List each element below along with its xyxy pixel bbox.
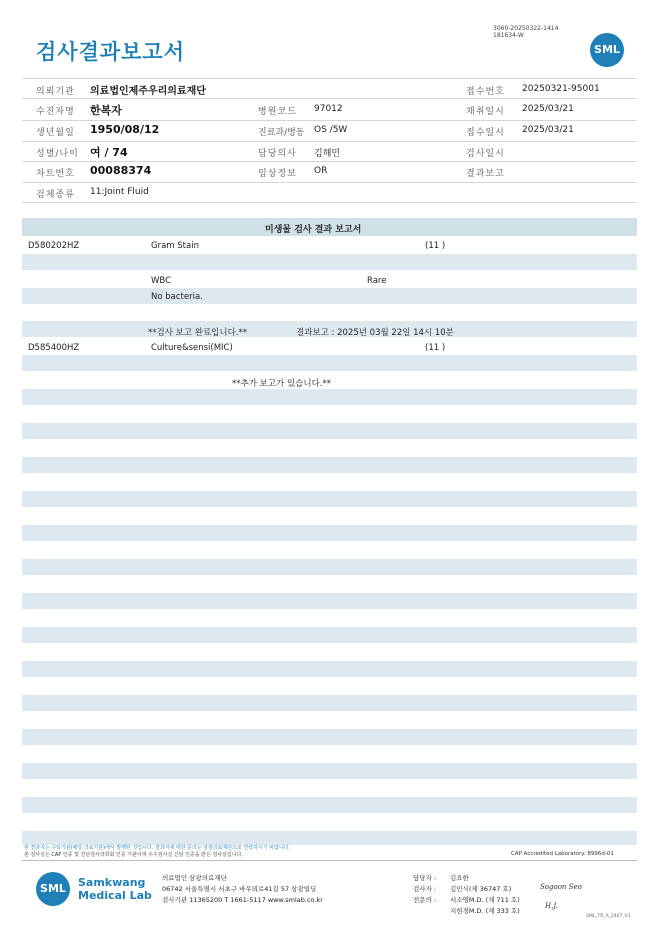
result-band	[22, 491, 637, 507]
result-band	[22, 729, 637, 745]
test-code: D585400HZ	[28, 343, 80, 353]
document-id-line1: 3060-20250322-1414	[493, 25, 559, 32]
report-label: 결과보고	[466, 169, 505, 179]
complete-message: **검사 보고 완료입니다.**	[148, 328, 248, 338]
specimen-label: 검체종류	[36, 190, 75, 200]
collection-label: 채취일시	[466, 107, 505, 117]
result-band	[22, 389, 637, 405]
test-name: Culture&sensi(MIC)	[151, 343, 233, 353]
chart-no-label: 차트번호	[36, 169, 75, 179]
page-title: 검사결과보고서	[36, 40, 186, 64]
patient-value: 한복자	[90, 104, 122, 117]
institution-value: 의료법인제주우리의료재단	[90, 86, 206, 97]
result-band	[22, 525, 637, 541]
collection-value: 2025/03/21	[522, 104, 574, 114]
document-id-line2: 181634-W	[493, 32, 524, 39]
result-band	[22, 254, 637, 270]
result-band	[22, 831, 637, 845]
test-code: D580202HZ	[28, 241, 80, 251]
no-bacteria-text: No bacteria.	[151, 292, 203, 302]
sex-age-label: 성별/나이	[36, 149, 79, 159]
test-count: (11 )	[425, 241, 446, 251]
sml-footer-logo: SML	[36, 872, 70, 906]
result-band	[22, 457, 637, 473]
footnote-1: 본 결과지는 수탁기관(해당 의료기관)에서 발행된 것입니다. 결과지에 대한 문의는 삼광의료재단으로 연락하시기 바랍니다.	[24, 845, 291, 851]
result-section-title: 미생물 검사 결과 보고서	[265, 225, 362, 235]
additional-message: **추가 보고가 있습니다.**	[232, 379, 332, 389]
result-band	[22, 355, 637, 371]
result-band	[22, 627, 637, 643]
dob-label: 생년월일	[36, 128, 75, 138]
document-id	[493, 25, 558, 39]
clinical-value: OR	[314, 166, 328, 176]
divider	[22, 161, 637, 162]
cap-accreditation: CAP Accredited Laboratory. 8996d-01	[511, 851, 614, 857]
receipt-no-value: 20250321-95001	[522, 84, 600, 94]
result-band	[22, 559, 637, 575]
doctor-value: 김해민	[314, 149, 341, 159]
dept-value: OS /5W	[314, 125, 348, 135]
org-contact: 검사기관 11365200 T 1661-5117 www.smlab.co.kr	[162, 896, 323, 904]
divider	[22, 860, 637, 861]
divider	[22, 120, 637, 121]
chart-no-value: 00088374	[90, 164, 152, 177]
institution-label: 의뢰기관	[36, 87, 75, 97]
brand-name	[78, 876, 152, 902]
divider	[22, 202, 637, 203]
specimen-value: 11:Joint Fluid	[90, 187, 149, 197]
receipt-date-value: 2025/03/21	[522, 125, 574, 135]
result-band	[22, 695, 637, 711]
signature-2: H.J.	[545, 902, 558, 910]
result-band	[22, 423, 637, 439]
receipt-date-label: 접수일시	[466, 128, 505, 138]
result-band	[22, 288, 637, 304]
result-band	[22, 661, 637, 677]
patient-label: 수진자명	[36, 107, 75, 117]
test-count: (11 )	[425, 343, 446, 353]
report-time: 결과보고 : 2025년 03월 22일 14시 10분	[296, 328, 454, 338]
hospital-code-label: 병원코드	[258, 107, 297, 117]
wbc-value: Rare	[367, 276, 387, 286]
doctor-label: 담당의사	[258, 149, 297, 159]
specialist-1: 서소영M.D. (제 711 호)	[450, 896, 520, 904]
brand-name-line2: Medical Lab	[78, 889, 152, 902]
test-date-label: 검사일시	[466, 149, 505, 159]
sml-logo: SML	[590, 33, 624, 67]
org-name: 의료법인 삼광의료재단	[162, 874, 227, 882]
footnote-2: 본 검사실은 CAP 인증 및 진단검사의학회 인증 기관이며 우수검사실 신임 인증을 받은 검사실입니다.	[24, 852, 243, 858]
form-code: SML_TR_A_2407_V1	[586, 914, 631, 919]
staff-value: 김요한	[450, 874, 469, 882]
result-band	[22, 797, 637, 813]
org-address: 06742 서울특별시 서초구 바우뫼로41길 57 삼광빌딩	[162, 885, 317, 893]
tester-value: 김민식(제 36747 호)	[450, 885, 512, 893]
clinical-label: 임상정보	[258, 169, 297, 179]
sex-age-value: 여 / 74	[90, 146, 128, 159]
divider	[22, 141, 637, 142]
dob-value: 1950/08/12	[90, 123, 160, 136]
hospital-code-value: 97012	[314, 104, 343, 114]
result-band	[22, 763, 637, 779]
tester-label: 검사자 :	[413, 885, 437, 893]
staff-label: 담당자 :	[413, 874, 437, 882]
result-band	[22, 593, 637, 609]
divider	[22, 78, 637, 79]
receipt-no-label: 접수번호	[466, 87, 505, 97]
signature-1: Sogoon Seo	[540, 883, 582, 891]
specialist-label: 전문의 :	[413, 896, 437, 904]
divider	[22, 182, 637, 183]
wbc-label: WBC	[151, 276, 172, 286]
brand-name-line1: Samkwang	[78, 876, 146, 889]
divider	[22, 98, 637, 99]
specialist-2: 지현경M.D. (제 333 호)	[450, 907, 520, 915]
test-name: Gram Stain	[151, 241, 199, 251]
dept-label: 진료과/병동	[258, 128, 305, 138]
